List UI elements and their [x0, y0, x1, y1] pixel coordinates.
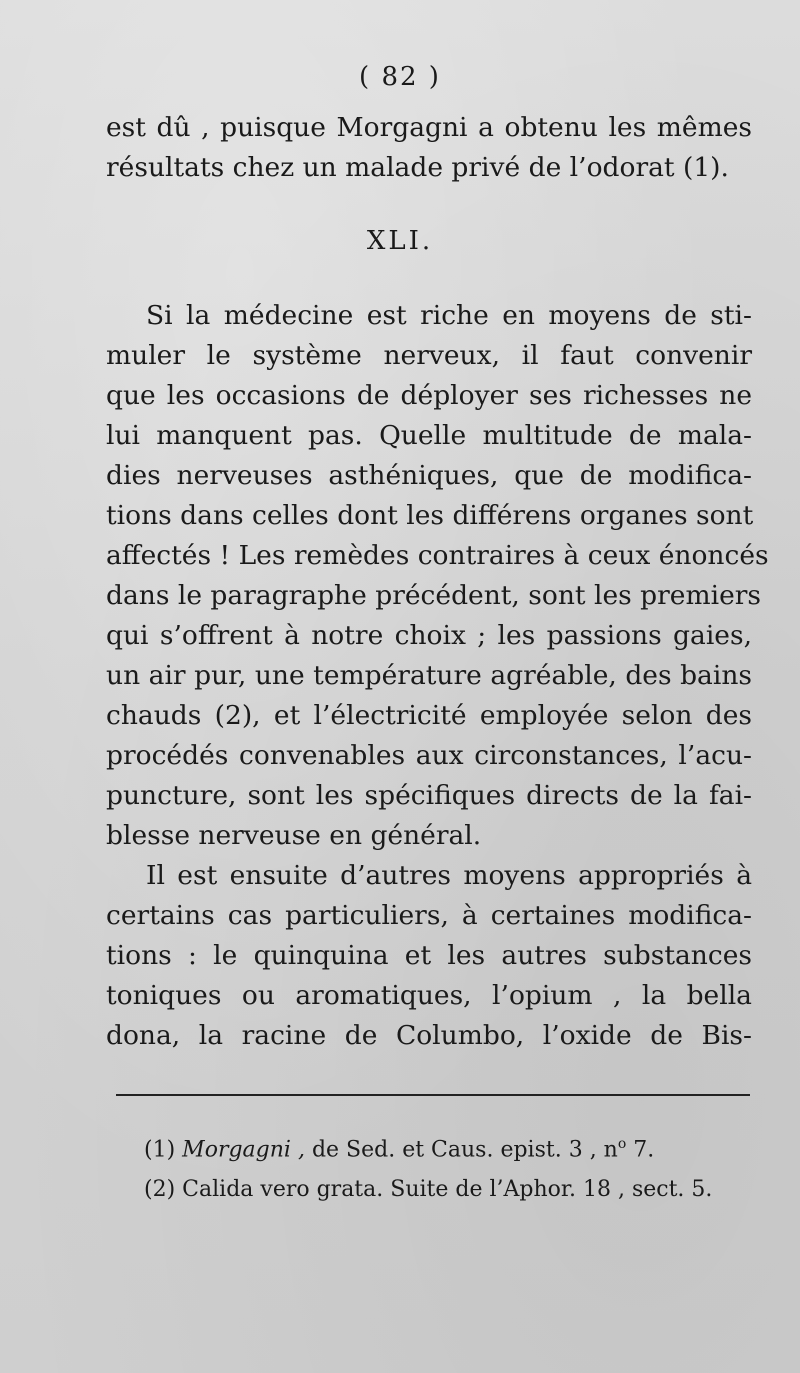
text-line: tions : le quinquina et les autres substances: [106, 940, 752, 971]
footnotes: [144, 1124, 754, 1210]
text-line: chauds (2), et l’électricité employée selon des: [106, 700, 752, 731]
text-line: toniques ou aromatiques, l’opium , la bella: [106, 980, 752, 1011]
text-line: dans le paragraphe précédent, sont les premiers: [106, 580, 762, 611]
text-line: blesse nerveuse en général.: [106, 820, 482, 851]
footnote-author: Morgagni ,: [182, 1137, 305, 1163]
text-line: muler le système nerveux, il faut convenir: [106, 340, 752, 371]
text-line: lui manquent pas. Quelle multitude de mala-: [106, 420, 752, 451]
footnote-marker: (1): [144, 1137, 176, 1163]
text-line: un air pur, une température agréable, des bains: [106, 660, 752, 691]
footnote-text-end: 7.: [626, 1137, 655, 1163]
page-number: ( 82 ): [359, 62, 441, 92]
text-line: que les occasions de déployer ses richesses ne: [106, 380, 752, 411]
footnote-text: de Sed. et Caus. epist. 3 , n: [311, 1137, 618, 1163]
text-line: Si la médecine est riche en moyens de sti-: [146, 300, 752, 331]
text-line: Il est ensuite d’autres moyens appropriés à: [146, 860, 752, 891]
continued-text: [106, 108, 752, 188]
text-line: certains cas particuliers, à certaines modifica-: [106, 900, 752, 931]
footnote-marker: (2): [144, 1177, 176, 1203]
text-line: dies nerveuses asthéniques, que de modifica-: [106, 460, 752, 491]
text-line: est dû , puisque Morgagni a obtenu les mêmes: [106, 112, 752, 143]
footnote-superscript: o: [617, 1136, 627, 1152]
footnote-1: [144, 1124, 754, 1170]
text-line: puncture, sont les spécifiques directs de la fai-: [106, 780, 752, 811]
text-line: qui s’offrent à notre choix ; les passions gaies,: [106, 620, 752, 651]
section-body: [106, 296, 769, 1056]
section-heading: XLI.: [366, 226, 434, 256]
footnote-text: Calida vero grata. Suite de l’Aphor. 18 , sect. 5.: [182, 1177, 713, 1203]
text-line: résultats chez un malade privé de l’odorat (1).: [106, 152, 729, 183]
text-line: dona, la racine de Columbo, l’oxide de Bis-: [106, 1020, 752, 1051]
text-line: tions dans celles dont les différens organes sont: [106, 500, 754, 531]
footnote-2: [144, 1170, 754, 1210]
text-line: procédés convenables aux circonstances, l’acu-: [106, 740, 752, 771]
footnote-rule: [116, 1094, 750, 1096]
text-line: affectés ! Les remèdes contraires à ceux énoncés: [106, 540, 769, 571]
